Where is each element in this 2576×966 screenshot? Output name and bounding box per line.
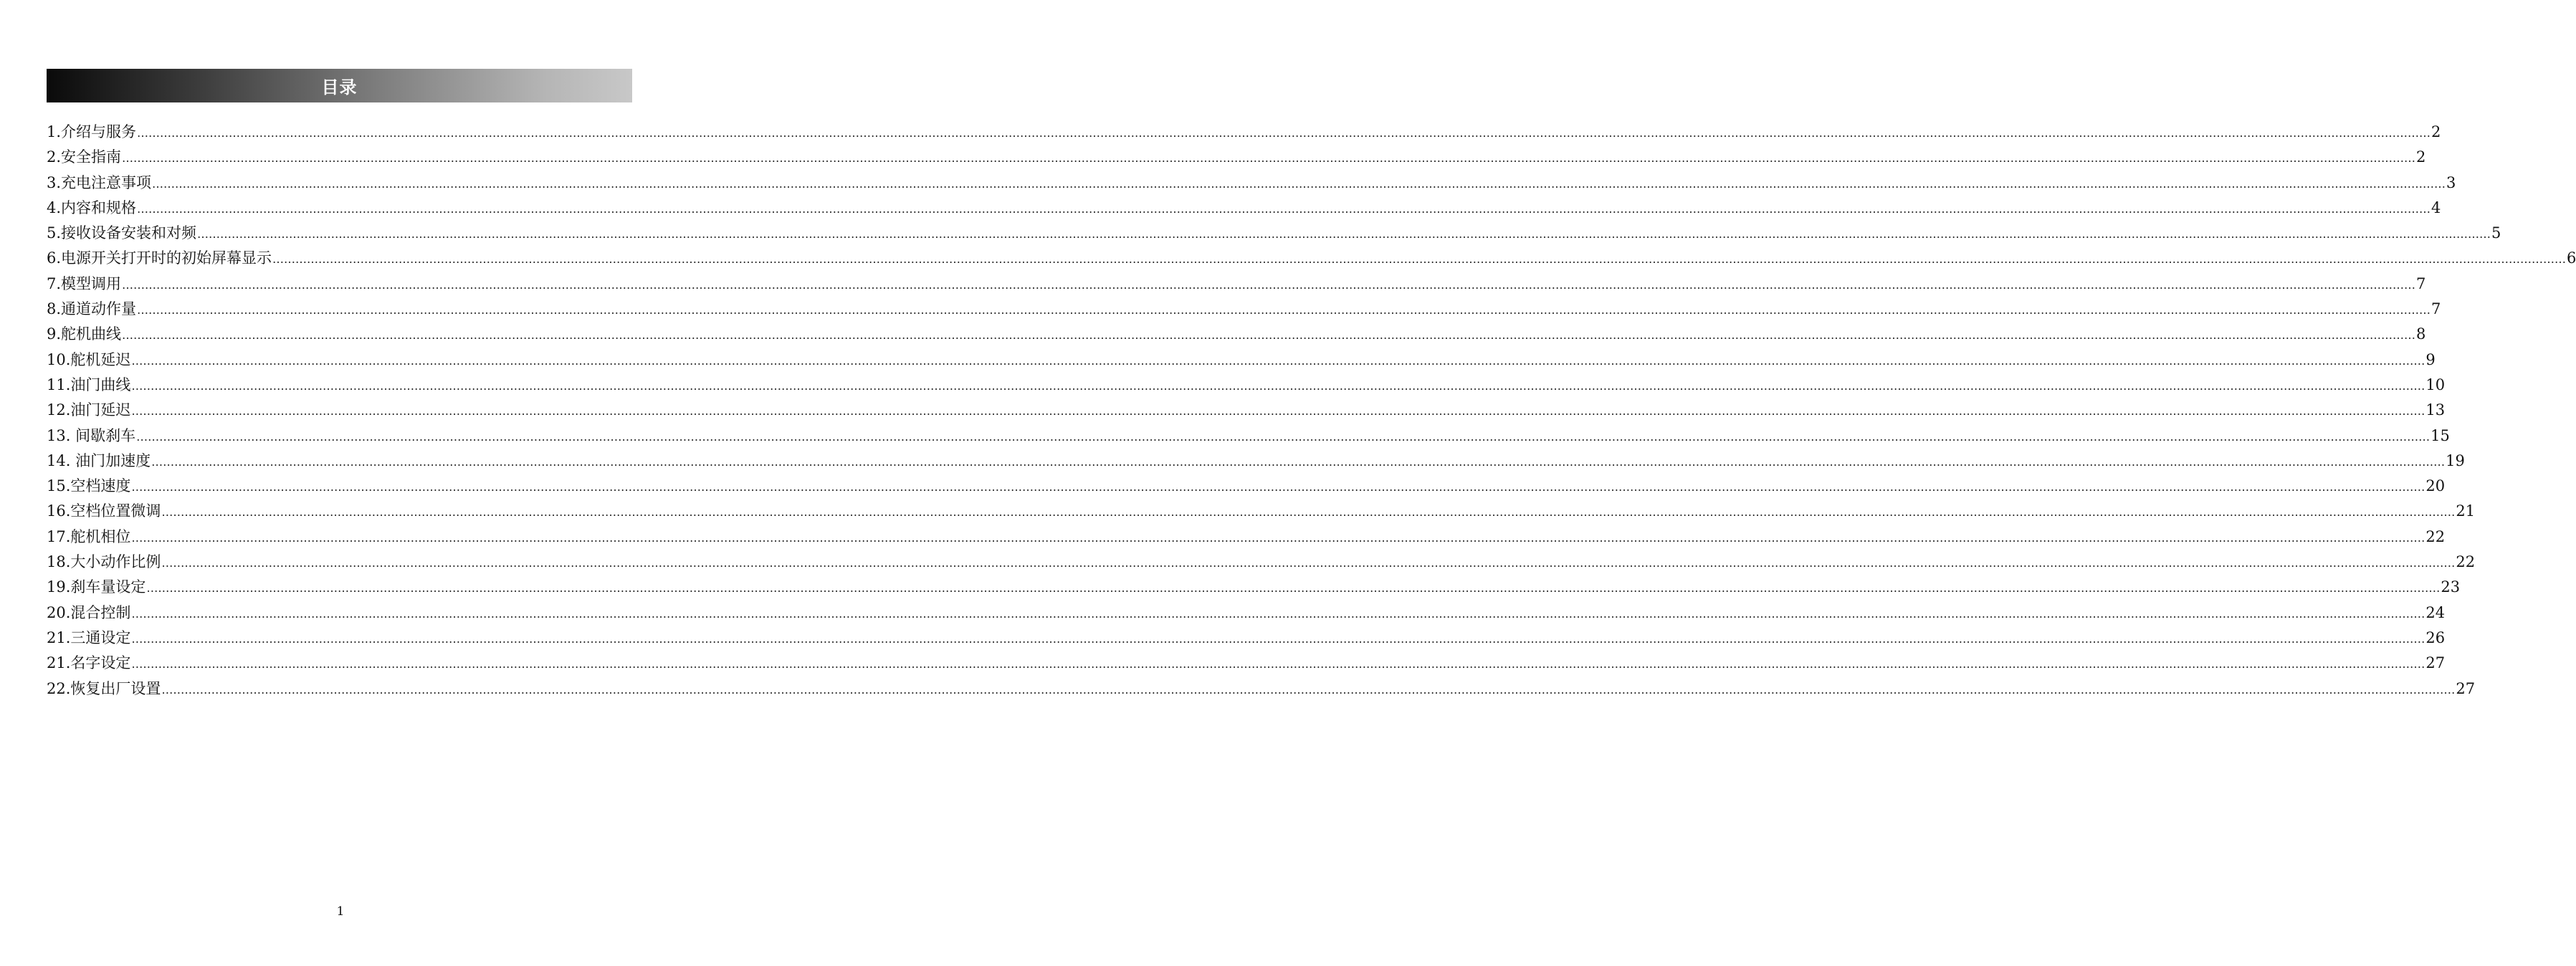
toc-entry-label: 19.刹车量设定 xyxy=(47,578,146,596)
toc-entry-page: 7 xyxy=(2416,274,2426,292)
toc-entry[interactable] xyxy=(47,499,2476,524)
toc-entry-label: 17.舵机相位 xyxy=(47,527,131,545)
toc-entry-page: 8 xyxy=(2416,325,2426,343)
dot-leader: …………………………………………………………………………………………………………………………………………………………………………………………………………………………………………………………………………………………………………………………………………………………………………………………………………………………………………………………………………………………………………………………………………………… xyxy=(146,581,2441,596)
toc-entry[interactable] xyxy=(47,348,2436,373)
toc-title: 目录 xyxy=(321,77,358,97)
toc-entry-label: 18.大小动作比例 xyxy=(47,553,161,571)
toc-entry[interactable] xyxy=(47,120,2441,145)
dot-leader: …………………………………………………………………………………………………………………………………………………………………………………………………………………………………………………………………………………………………………………………………………………………………………………………………………………………………………………………………………………………………………………………………………………… xyxy=(122,277,2416,292)
toc-entry[interactable] xyxy=(47,424,2450,449)
dot-leader: …………………………………………………………………………………………………………………………………………………………………………………………………………………………………………………………………………………………………………………………………………………………………………………………………………………………………………………………………………………………………………………………………………………… xyxy=(161,556,2456,570)
toc-entry-label: 1.介绍与服务 xyxy=(47,123,137,140)
dot-leader: …………………………………………………………………………………………………………………………………………………………………………………………………………………………………………………………………………………………………………………………………………………………………………………………………………………………………………………………………………………………………………………………………………………… xyxy=(122,328,2416,343)
toc-entry-page: 24 xyxy=(2425,603,2446,621)
toc-entry-page: 5 xyxy=(2491,224,2501,242)
toc-entry-page: 2 xyxy=(2431,123,2441,140)
dot-leader: …………………………………………………………………………………………………………………………………………………………………………………………………………………………………………………………………………………………………………………………………………………………………………………………………………………………………………………………………………………………………………………………………………………… xyxy=(122,151,2416,166)
toc-entry[interactable] xyxy=(47,297,2441,322)
page-number: 1 xyxy=(336,904,345,919)
toc-entry-label: 8.通道动作量 xyxy=(47,300,137,318)
toc-entry-page: 27 xyxy=(2425,654,2446,672)
toc-entry-page: 27 xyxy=(2456,679,2476,697)
dot-leader: …………………………………………………………………………………………………………………………………………………………………………………………………………………………………………………………………………………………………………………………………………………………………………………………………………………………………………………………………………………………………………………………………………………… xyxy=(137,303,2431,317)
toc-entry[interactable] xyxy=(47,145,2426,170)
toc-entry-page: 7 xyxy=(2431,300,2441,318)
dot-leader: …………………………………………………………………………………………………………………………………………………………………………………………………………………………………………………………………………………………………………………………………………………………………………………………………………………………………………………………………………………………………………………………………………………… xyxy=(137,201,2431,216)
toc-entry-label: 12.油门延迟 xyxy=(47,401,131,419)
toc-entry-label: 20.混合控制 xyxy=(47,603,131,621)
toc-entry[interactable] xyxy=(47,322,2426,347)
toc-entry-label: 4.内容和规格 xyxy=(47,199,137,216)
dot-leader: …………………………………………………………………………………………………………………………………………………………………………………………………………………………………………………………………………………………………………………………………………………………………………………………………………………………………………………………………………………………………………………………………………………… xyxy=(161,682,2456,697)
dot-leader: …………………………………………………………………………………………………………………………………………………………………………………………………………………………………………………………………………………………………………………………………………………………………………………………………………………………………………………………………………………………………………………………………………………… xyxy=(161,505,2456,520)
toc-entry-page: 20 xyxy=(2425,477,2446,495)
dot-leader: …………………………………………………………………………………………………………………………………………………………………………………………………………………………………………………………………………………………………………………………………………………………………………………………………………………………………………………………………………………………………………………………………………………… xyxy=(131,606,2425,621)
toc-entry-page: 10 xyxy=(2425,376,2446,393)
toc-entry-page: 3 xyxy=(2446,173,2456,191)
toc-entry[interactable] xyxy=(47,373,2446,398)
toc-entry[interactable] xyxy=(47,449,2465,474)
toc-entry-page: 2 xyxy=(2416,148,2426,166)
dot-leader: …………………………………………………………………………………………………………………………………………………………………………………………………………………………………………………………………………………………………………………………………………………………………………………………………………………………………………………………………………………………………………………………………………………… xyxy=(152,176,2446,191)
toc-entry-label: 6.电源开关打开时的初始屏幕显示 xyxy=(47,249,272,267)
toc-entry[interactable] xyxy=(47,525,2446,550)
toc-entry-page: 21 xyxy=(2456,502,2476,520)
toc-entry-label: 14. 油门加速度 xyxy=(47,451,151,469)
dot-leader: …………………………………………………………………………………………………………………………………………………………………………………………………………………………………………………………………………………………………………………………………………………………………………………………………………………………………………………………………………………………………………………………………………………… xyxy=(131,404,2425,419)
dot-leader: …………………………………………………………………………………………………………………………………………………………………………………………………………………………………………………………………………………………………………………………………………………………………………………………………………………………………………………………………………………………………………………………………………………… xyxy=(131,353,2425,368)
toc-entry[interactable] xyxy=(47,272,2426,297)
toc-entry-page: 22 xyxy=(2425,527,2446,545)
toc-entry-page: 9 xyxy=(2425,350,2436,368)
toc-entry-page: 23 xyxy=(2441,578,2461,596)
toc-entry[interactable] xyxy=(47,221,2501,246)
toc-entry-page: 4 xyxy=(2431,199,2441,216)
dot-leader: …………………………………………………………………………………………………………………………………………………………………………………………………………………………………………………………………………………………………………………………………………………………………………………………………………………………………………………………………………………………………………………………………………………… xyxy=(272,252,2567,267)
toc-entry-label: 22.恢复出厂设置 xyxy=(47,679,161,697)
dot-leader: …………………………………………………………………………………………………………………………………………………………………………………………………………………………………………………………………………………………………………………………………………………………………………………………………………………………………………………………………………………………………………………………………………………… xyxy=(131,530,2425,545)
toc-entry-label: 9.舵机曲线 xyxy=(47,325,122,343)
dot-leader: …………………………………………………………………………………………………………………………………………………………………………………………………………………………………………………………………………………………………………………………………………………………………………………………………………………………………………………………………………………………………………………………………………………… xyxy=(151,454,2446,469)
toc-entry[interactable] xyxy=(47,651,2446,676)
toc-entry-label: 2.安全指南 xyxy=(47,148,122,166)
dot-leader: …………………………………………………………………………………………………………………………………………………………………………………………………………………………………………………………………………………………………………………………………………………………………………………………………………………………………………………………………………………………………………………………………………………… xyxy=(131,657,2425,671)
toc-entry[interactable] xyxy=(47,550,2476,575)
dot-leader: …………………………………………………………………………………………………………………………………………………………………………………………………………………………………………………………………………………………………………………………………………………………………………………………………………………………………………………………………………………………………………………………………………………… xyxy=(131,480,2425,494)
table-of-contents xyxy=(47,120,2576,702)
toc-entry-label: 7.模型调用 xyxy=(47,274,122,292)
dot-leader: …………………………………………………………………………………………………………………………………………………………………………………………………………………………………………………………………………………………………………………………………………………………………………………………………………………………………………………………………………………………………………………………………………………… xyxy=(131,631,2425,646)
toc-entry-label: 21.名字设定 xyxy=(47,654,131,672)
toc-entry-page: 13 xyxy=(2425,401,2446,419)
toc-entry-label: 5.接收设备安装和对频 xyxy=(47,224,197,242)
toc-entry[interactable] xyxy=(47,474,2446,499)
toc-entry[interactable] xyxy=(47,171,2456,196)
toc-entry-label: 21.三通设定 xyxy=(47,628,131,646)
toc-entry-label: 13. 间歇刹车 xyxy=(47,426,136,444)
toc-entry[interactable] xyxy=(47,398,2446,423)
toc-header-bar xyxy=(47,69,632,102)
toc-entry-page: 15 xyxy=(2430,426,2450,444)
toc-entry[interactable] xyxy=(47,575,2461,600)
toc-entry-label: 16.空档位置微调 xyxy=(47,502,161,520)
dot-leader: …………………………………………………………………………………………………………………………………………………………………………………………………………………………………………………………………………………………………………………………………………………………………………………………………………………………………………………………………………………………………………………………………………………… xyxy=(137,126,2431,140)
toc-entry[interactable] xyxy=(47,676,2476,702)
dot-leader: …………………………………………………………………………………………………………………………………………………………………………………………………………………………………………………………………………………………………………………………………………………………………………………………………………………………………………………………………………………………………………………………………………………… xyxy=(131,378,2425,393)
toc-entry-label: 15.空档速度 xyxy=(47,477,131,495)
toc-entry-page: 22 xyxy=(2456,553,2476,571)
toc-entry-page: 19 xyxy=(2446,451,2465,469)
toc-entry[interactable] xyxy=(47,601,2446,626)
toc-entry[interactable] xyxy=(47,246,2576,271)
toc-entry[interactable] xyxy=(47,196,2441,221)
toc-entry-label: 3.充电注意事项 xyxy=(47,173,152,191)
dot-leader: …………………………………………………………………………………………………………………………………………………………………………………………………………………………………………………………………………………………………………………………………………………………………………………………………………………………………………………………………………………………………………………………………………………… xyxy=(136,429,2430,444)
toc-entry-label: 10.舵机延迟 xyxy=(47,350,131,368)
toc-entry-page: 26 xyxy=(2425,628,2446,646)
toc-entry[interactable] xyxy=(47,626,2446,651)
dot-leader: …………………………………………………………………………………………………………………………………………………………………………………………………………………………………………………………………………………………………………………………………………………………………………………………………………………………………………………………………………………………………………………………………………………… xyxy=(197,227,2491,242)
toc-entry-page: 6 xyxy=(2567,249,2576,267)
toc-entry-label: 11.油门曲线 xyxy=(47,376,131,393)
